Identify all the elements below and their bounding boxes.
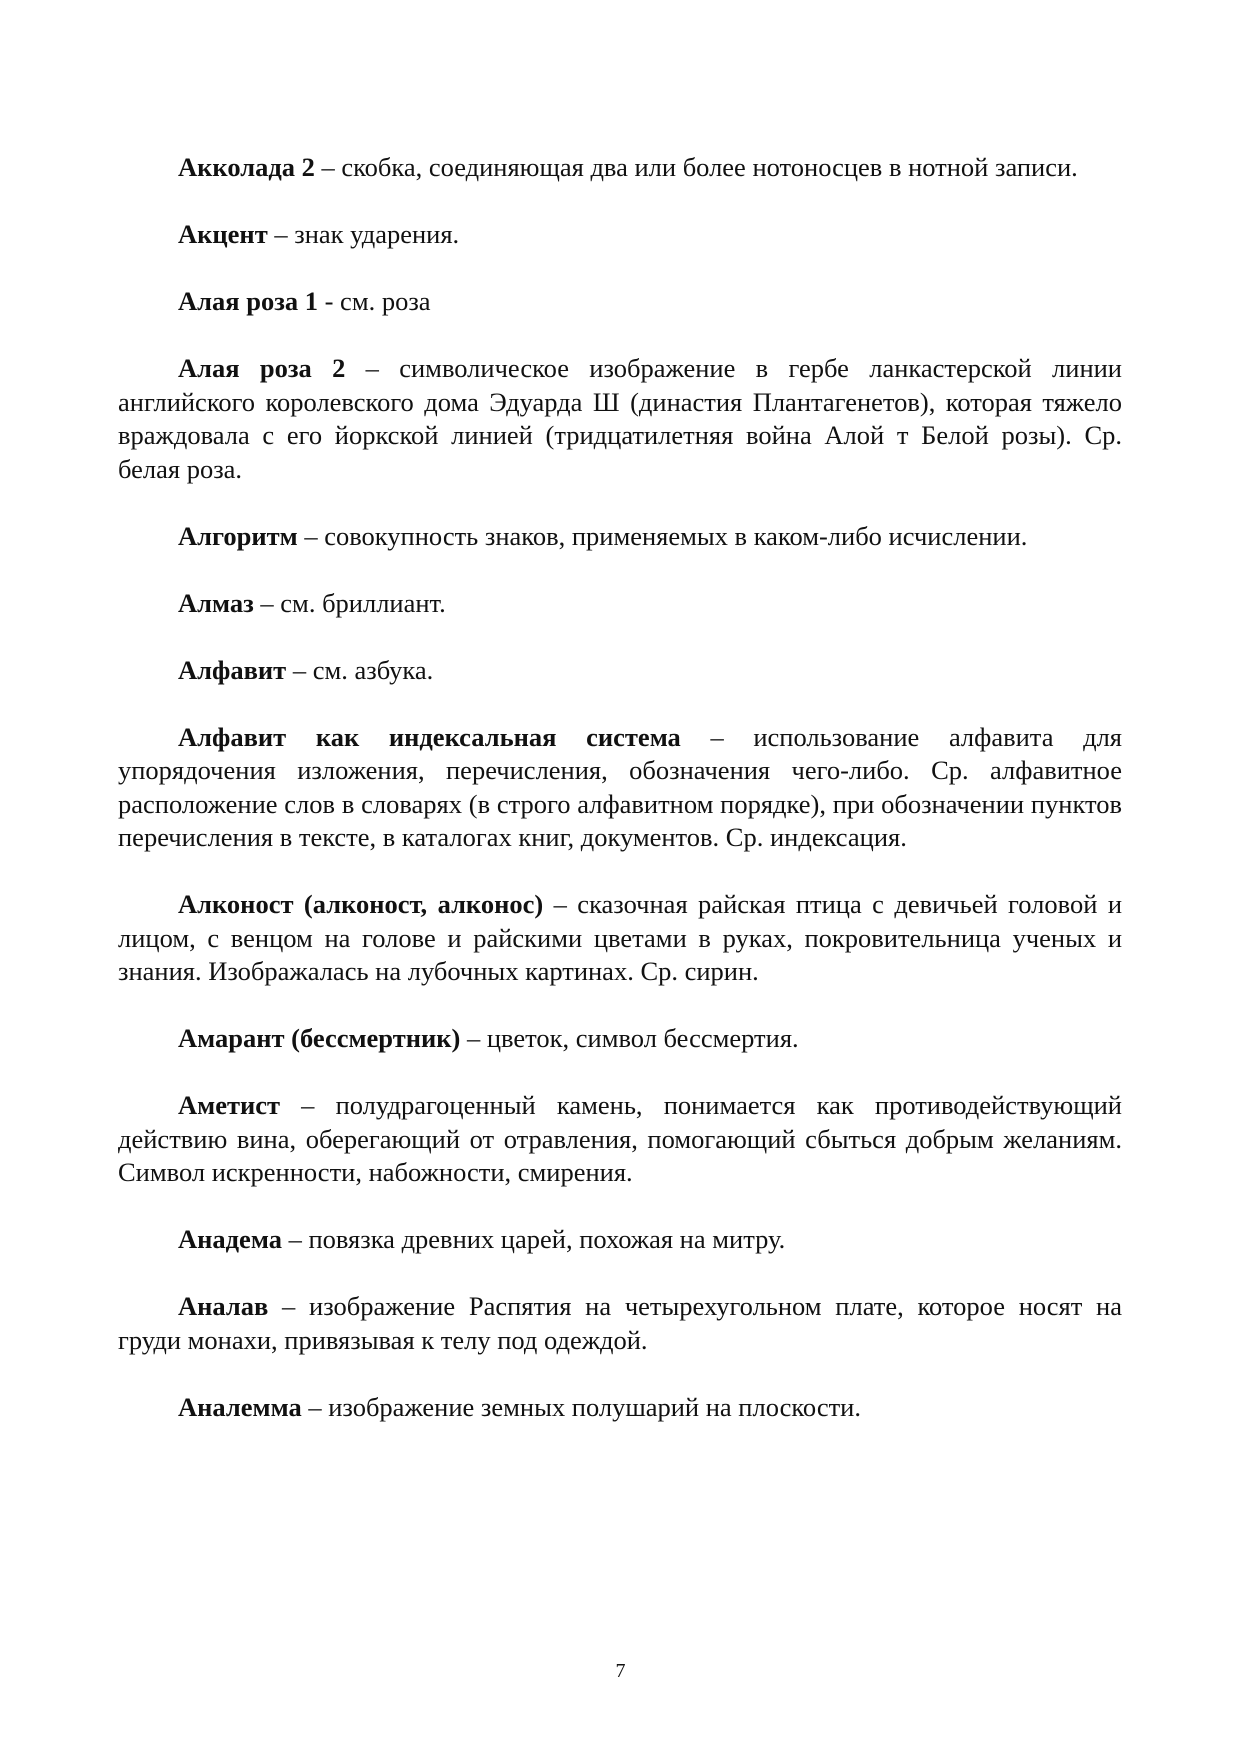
entry-term: Анадема <box>178 1224 282 1254</box>
glossary-entry <box>118 520 1122 554</box>
entry-term: Алгоритм <box>178 520 298 551</box>
entry-definition: – совокупность знаков, применяемых в каком-либо исчислении. <box>297 520 1028 551</box>
entry-definition: – сказочная райская птица с девичьей головой и лицом, с венцом на голове и райскими цветами в руках, покровительница ученых и знания. Изображалась на лубочных картинах. Ср. сирин. <box>118 889 1122 986</box>
entry-term: Аналемма <box>178 1391 302 1422</box>
entry-term: Алмаз <box>178 587 254 618</box>
entry-definition: – символическое изображение в гербе ланкастерской линии английского королевского дома Эдуарда Ш (династия Плантагенетов), которая тяжело враждовала с его йоркской линией (тридцатилетняя война Алой т Белой розы). Ср. белая роза. <box>118 353 1122 484</box>
entry-definition: – см. бриллиант. <box>253 587 446 618</box>
glossary-entry <box>118 888 1122 989</box>
glossary-entry <box>118 1089 1122 1190</box>
entry-definition: – повязка древних царей, похожая на митру. <box>281 1224 786 1254</box>
glossary-entry <box>118 587 1122 621</box>
entry-definition: - см. роза <box>317 286 431 316</box>
glossary-entry <box>118 1290 1122 1357</box>
glossary-entry <box>118 285 1122 319</box>
entry-definition: – изображение земных полушарий на плоскости. <box>301 1391 861 1422</box>
entry-term: Амарант (бессмертник) <box>178 1023 461 1053</box>
entry-term: Акколада 2 <box>178 152 315 182</box>
entry-term: Акцент <box>178 219 268 249</box>
glossary-entry <box>118 218 1122 252</box>
page-number: 7 <box>615 1660 626 1682</box>
glossary-entry <box>118 1391 1122 1425</box>
glossary-entry <box>118 654 1122 688</box>
entry-definition: – полудрагоценный камень, понимается как противодействующий действию вина, оберегающий от отравления, помогающий сбыться добрым желаниям. Символ искренности, набожности, смирения. <box>118 1090 1122 1187</box>
entry-term: Алфавит <box>178 654 287 685</box>
glossary-entry <box>118 352 1122 486</box>
glossary-entry <box>118 1022 1122 1056</box>
glossary-entry <box>118 1223 1122 1257</box>
entry-definition: – см. азбука. <box>286 654 434 685</box>
entry-term: Алконост (алконост, алконос) <box>178 889 544 919</box>
glossary-entry <box>118 151 1122 185</box>
entry-definition: – скобка, соединяющая два или более нотоносцев в нотной записи. <box>314 152 1078 182</box>
glossary-entry <box>118 721 1122 855</box>
entry-term: Аметист <box>178 1090 281 1120</box>
entry-term: Аналав <box>178 1291 269 1321</box>
entry-definition: – использование алфавита для упорядочения изложения, перечисления, обозначения чего-либо. Ср. алфавитное расположение слов в словарях (в строго алфавитном порядке), при обозначении пунктов перечисления в тексте, в каталогах книг, документов. Ср. индексация. <box>118 721 1122 852</box>
entry-term: Алфавит как индексальная система <box>178 721 681 752</box>
entry-definition: – изображение Распятия на четырехугольном плате, которое носят на груди монахи, привязывая к телу под одеждой. <box>118 1291 1122 1355</box>
entry-term: Алая роза 1 <box>178 286 318 316</box>
document-body <box>118 151 1122 1458</box>
entry-definition: – цветок, символ бессмертия. <box>460 1023 799 1053</box>
entry-term: Алая роза 2 <box>178 353 346 383</box>
entry-definition: – знак ударения. <box>267 219 460 249</box>
